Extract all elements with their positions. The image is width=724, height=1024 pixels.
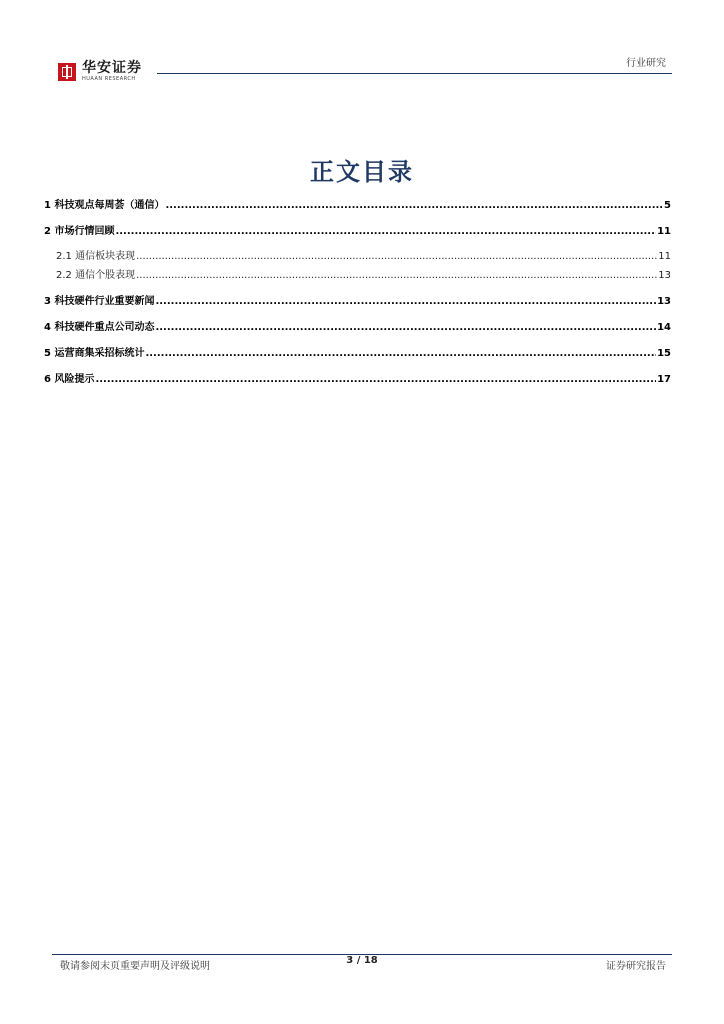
toc-entry[interactable] xyxy=(44,373,671,387)
page-number: 3 / 18 xyxy=(346,955,378,966)
toc-entry[interactable] xyxy=(44,321,671,335)
toc-entry-label: 6 风险提示 xyxy=(44,374,95,385)
report-type: 证券研究报告 xyxy=(606,961,666,972)
toc-entry-page: 11 xyxy=(657,226,671,237)
toc-entry-label: 2.1 通信板块表现 xyxy=(56,251,136,262)
toc-entry-label: 2.2 通信个股表现 xyxy=(56,270,136,281)
toc-entry-label: 2 市场行情回顾 xyxy=(44,226,115,237)
toc-entry[interactable] xyxy=(44,199,671,213)
toc-leader-dots xyxy=(95,373,656,387)
toc-entry-label: 4 科技硬件重点公司动态 xyxy=(44,322,155,333)
toc-entry-label: 3 科技硬件行业重要新闻 xyxy=(44,296,155,307)
toc-entry[interactable] xyxy=(44,225,671,239)
header-divider xyxy=(157,73,672,74)
logo-seal-icon xyxy=(58,63,76,81)
toc-entry-page: 14 xyxy=(657,322,671,333)
toc-leader-dots xyxy=(165,199,663,213)
toc-leader-dots xyxy=(155,321,656,335)
toc-leader-dots xyxy=(155,295,656,309)
toc-leader-dots xyxy=(115,225,656,239)
toc-leader-dots xyxy=(145,347,656,361)
toc-entry-page: 13 xyxy=(658,270,671,281)
logo-name-cn: 华安证券 xyxy=(82,60,142,76)
toc-subentry[interactable] xyxy=(56,269,671,283)
toc-entry-page: 11 xyxy=(658,251,671,262)
disclaimer-note: 敬请参阅末页重要声明及评级说明 xyxy=(60,961,210,972)
toc-entry-page: 13 xyxy=(657,296,671,307)
toc-entry-page: 15 xyxy=(657,348,671,359)
company-logo xyxy=(58,61,142,82)
logo-name-en: HUAAN RESEARCH xyxy=(82,76,136,82)
toc-entry[interactable] xyxy=(44,295,671,309)
toc-leader-dots xyxy=(136,250,657,264)
report-category: 行业研究 xyxy=(626,58,666,69)
page-title: 正文目录 xyxy=(310,157,414,186)
toc-entry-page: 5 xyxy=(664,200,671,211)
toc-entry-label: 1 科技观点每周荟（通信） xyxy=(44,200,165,211)
toc-subentry[interactable] xyxy=(56,250,671,264)
toc-leader-dots xyxy=(136,269,657,283)
toc-entry-page: 17 xyxy=(657,374,671,385)
toc-entry[interactable] xyxy=(44,347,671,361)
toc-entry-label: 5 运营商集采招标统计 xyxy=(44,348,145,359)
